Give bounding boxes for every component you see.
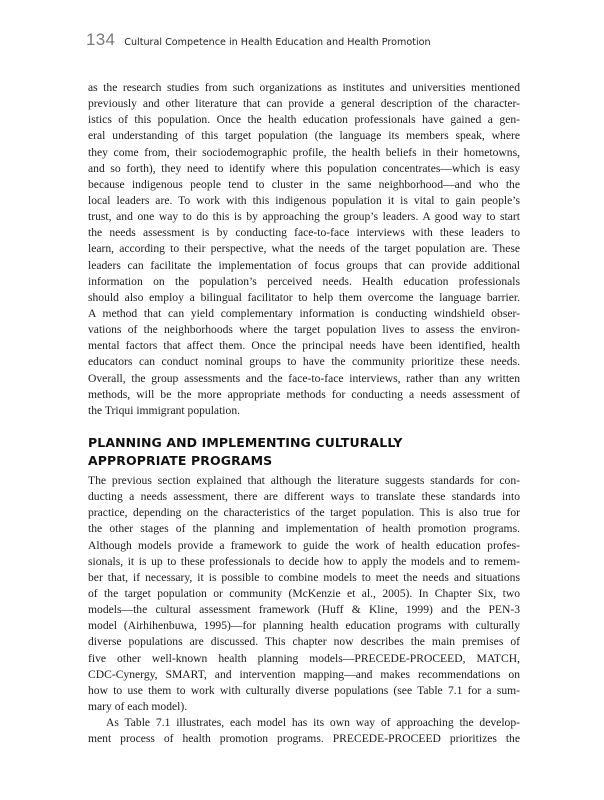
text-line: Although models provide a framework to guide the work of health education profes- (88, 538, 520, 552)
text-line: leaders can facilitate the implementation of focus groups that can provide additional (88, 258, 520, 272)
text-line: because indigenous people tend to cluster in the same neighborhood—and who the (88, 177, 520, 191)
text-line: previously and other literature that can provide a general description of the character- (88, 97, 520, 111)
text-line: models—the cultural assessment framework (Huff & Kline, 1999) and the PEN-3 (88, 603, 520, 617)
text-line: five other well-known health planning models—PRECEDE-PROCEED, MATCH, (88, 651, 520, 665)
text-line: the needs assessment is by conducting face-to-face interviews with these leaders to (88, 226, 520, 240)
text-line: the other stages of the planning and implementation of health promotion programs. (88, 522, 520, 536)
text-line: istics of this population. Once the health education professionals have gained a gen- (88, 113, 520, 127)
text-line: As Table 7.1 illustrates, each model has its own way of approaching the develop- (106, 716, 520, 730)
text-line: ment process of health promotion programs. PRECEDE-PROCEED prioritizes the (88, 732, 520, 746)
text-line: ducting a needs assessment, there are different ways to translate these standards into (88, 490, 520, 504)
text-line: local leaders are. To work with this indigenous population it is vital to gain people’s (88, 193, 520, 207)
section-heading-line-2: APPROPRIATE PROGRAMS (88, 452, 273, 468)
text-line: vations of the neighborhoods where the target population lives to assess the environ- (88, 323, 520, 337)
text-line: A method that can yield complementary information is conducting windshield obser- (88, 306, 520, 320)
text-line: how to use them to work with culturally diverse populations (see Table 7.1 for a sum- (88, 683, 520, 697)
text-line: Overall, the group assessments and the face-to-face interviews, rather than any written (88, 371, 520, 385)
text-line: learn, according to their perspective, what the needs of the target population are. These (88, 242, 520, 256)
text-line: practice, depending on the characteristics of the target population. This is also true for (88, 506, 520, 520)
text-line: eral understanding of this target population (the language its members speak, where (88, 129, 520, 143)
text-line: ber that, if necessary, it is possible to combine models to meet the needs and situations (88, 570, 520, 584)
text-line: trust, and one way to do this is by approaching the group’s leaders. A good way to start (88, 210, 520, 224)
paragraph-needs-assessment (88, 80, 520, 419)
text-line: and so forth), they need to identify where this population concentrates—which is easy (88, 161, 520, 175)
running-head (86, 30, 526, 56)
page-number: 134 (86, 30, 116, 49)
paragraph-planning-models (88, 473, 520, 747)
text-line: mental factors that affect them. Once the principal needs have been identified, health (88, 339, 520, 353)
text-line: of the target population or community (McKenzie et al., 2005). In Chapter Six, two (88, 586, 520, 600)
text-line: as the research studies from such organizations as institutes and universities mentioned (88, 81, 520, 94)
text-line: the Triqui immigrant population. (88, 403, 241, 417)
text-line: methods, will be the more appropriate methods for conducting a needs assessment of (88, 387, 520, 401)
running-title: Cultural Competence in Health Education and Health Promotion (124, 37, 431, 48)
text-line: they come from, their sociodemographic profile, the health beliefs in their hometowns, (88, 145, 520, 159)
text-line: information on the population’s perceived needs. Health education professionals (88, 274, 520, 288)
section-heading (88, 434, 520, 469)
text-line: should also employ a bilingual facilitator to help them overcome the language barrier. (88, 290, 520, 304)
text-line: CDC-Cynergy, SMART, and intervention mapping—and makes recommendations on (88, 667, 520, 681)
text-line: sionals, it is up to these professionals to decide how to apply the models and to remem- (88, 554, 520, 568)
text-line: diverse populations are discussed. This chapter now describes the main premises of (88, 635, 520, 649)
text-line: mary of each model). (88, 699, 188, 713)
text-line: educators can conduct nominal groups to have the community prioritize these needs. (88, 355, 520, 369)
section-heading-line-1: PLANNING AND IMPLEMENTING CULTURALLY (88, 435, 403, 450)
text-line: The previous section explained that although the literature suggests standards for con- (88, 474, 520, 487)
text-line: model (Airhihenbuwa, 1995)—for planning health education programs with culturally (88, 619, 520, 633)
